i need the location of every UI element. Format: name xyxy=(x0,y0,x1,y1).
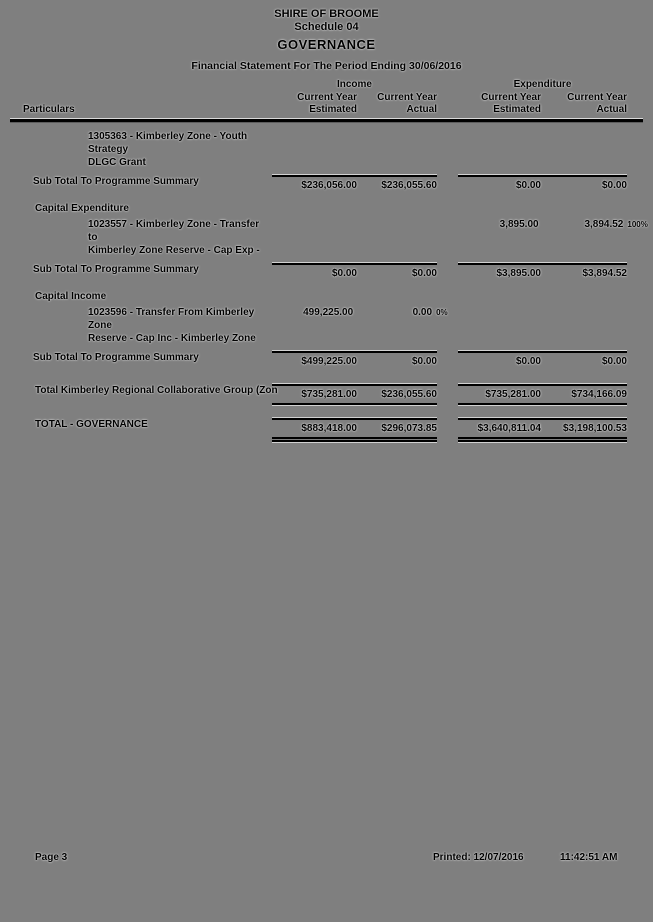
total-label: Total Kimberley Regional Collaborative Group (Zon xyxy=(35,385,278,396)
income-actual-header: Current Year Actual xyxy=(377,92,437,115)
document-header xyxy=(0,0,653,73)
page-number: Page 3 xyxy=(35,852,68,863)
header-rule xyxy=(10,119,643,122)
section-header: Capital Income xyxy=(35,291,107,302)
column-group-headers xyxy=(0,79,653,91)
income-group-label: Income xyxy=(336,79,372,90)
table-row-detail: 1023596 - Transfer From Kimberley Zone Reserve - Cap Inc - Kimberley Zone 499,225.00 0.00 0% xyxy=(0,306,653,345)
table-row-subtotal: Sub Total To Programme Summary $0.00 $0.00 $3,895.00 $3,894.52 xyxy=(0,263,653,280)
grand-total-label: TOTAL - GOVERNANCE xyxy=(35,419,148,430)
printed-date: Printed: 12/07/2016 xyxy=(433,852,524,863)
account-description: 1023596 - Transfer From Kimberley Zone Reserve - Cap Inc - Kimberley Zone xyxy=(88,307,256,344)
table-row-subtotal: Sub Total To Programme Summary $236,056.00 $236,055.60 $0.00 $0.00 xyxy=(0,175,653,192)
expenditure-estimated-header: Current Year Estimated xyxy=(481,92,541,115)
income-estimated-header: Current Year Estimated xyxy=(297,92,357,115)
subtotal-label: Sub Total To Programme Summary xyxy=(33,264,199,275)
table-row-grand-total: TOTAL - GOVERNANCE $883,418.00 $296,073.85 $3,640,811.04 $3,198,100.53 xyxy=(0,418,653,442)
organisation-name: SHIRE OF BROOME xyxy=(274,8,379,20)
table-row-detail: 1023557 - Kimberley Zone - Transfer to Kimberley Zone Reserve - Cap Exp - 3,895.00 3,894.52 100% xyxy=(0,218,653,257)
account-description: 1305363 - Kimberley Zone - Youth Strategy DLGC Grant xyxy=(88,131,248,168)
expenditure-actual-header: Current Year Actual xyxy=(567,92,627,115)
table-row-detail xyxy=(0,130,653,169)
subtotal-label: Sub Total To Programme Summary xyxy=(33,176,199,187)
account-description: 1023557 - Kimberley Zone - Transfer to Kimberley Zone Reserve - Cap Exp - xyxy=(88,219,260,256)
schedule-number: Schedule 04 xyxy=(294,21,359,33)
particulars-header: Particulars xyxy=(23,104,75,115)
section-header: Capital Expenditure xyxy=(35,203,129,214)
expenditure-group-label: Expenditure xyxy=(513,79,572,90)
printed-time: 11:42:51 AM xyxy=(560,852,618,863)
column-headers-row xyxy=(0,92,653,116)
subtotal-label: Sub Total To Programme Summary xyxy=(33,352,199,363)
statement-subtitle: Financial Statement For The Period Ending 30/06/2016 xyxy=(191,60,462,72)
table-row-total: Total Kimberley Regional Collaborative Group (Zon $735,281.00 $236,055.60 $735,281.00 $734,166.09 xyxy=(0,384,653,405)
page-title: GOVERNANCE xyxy=(277,37,376,52)
table-row-subtotal: Sub Total To Programme Summary $499,225.00 $0.00 $0.00 $0.00 xyxy=(0,351,653,368)
